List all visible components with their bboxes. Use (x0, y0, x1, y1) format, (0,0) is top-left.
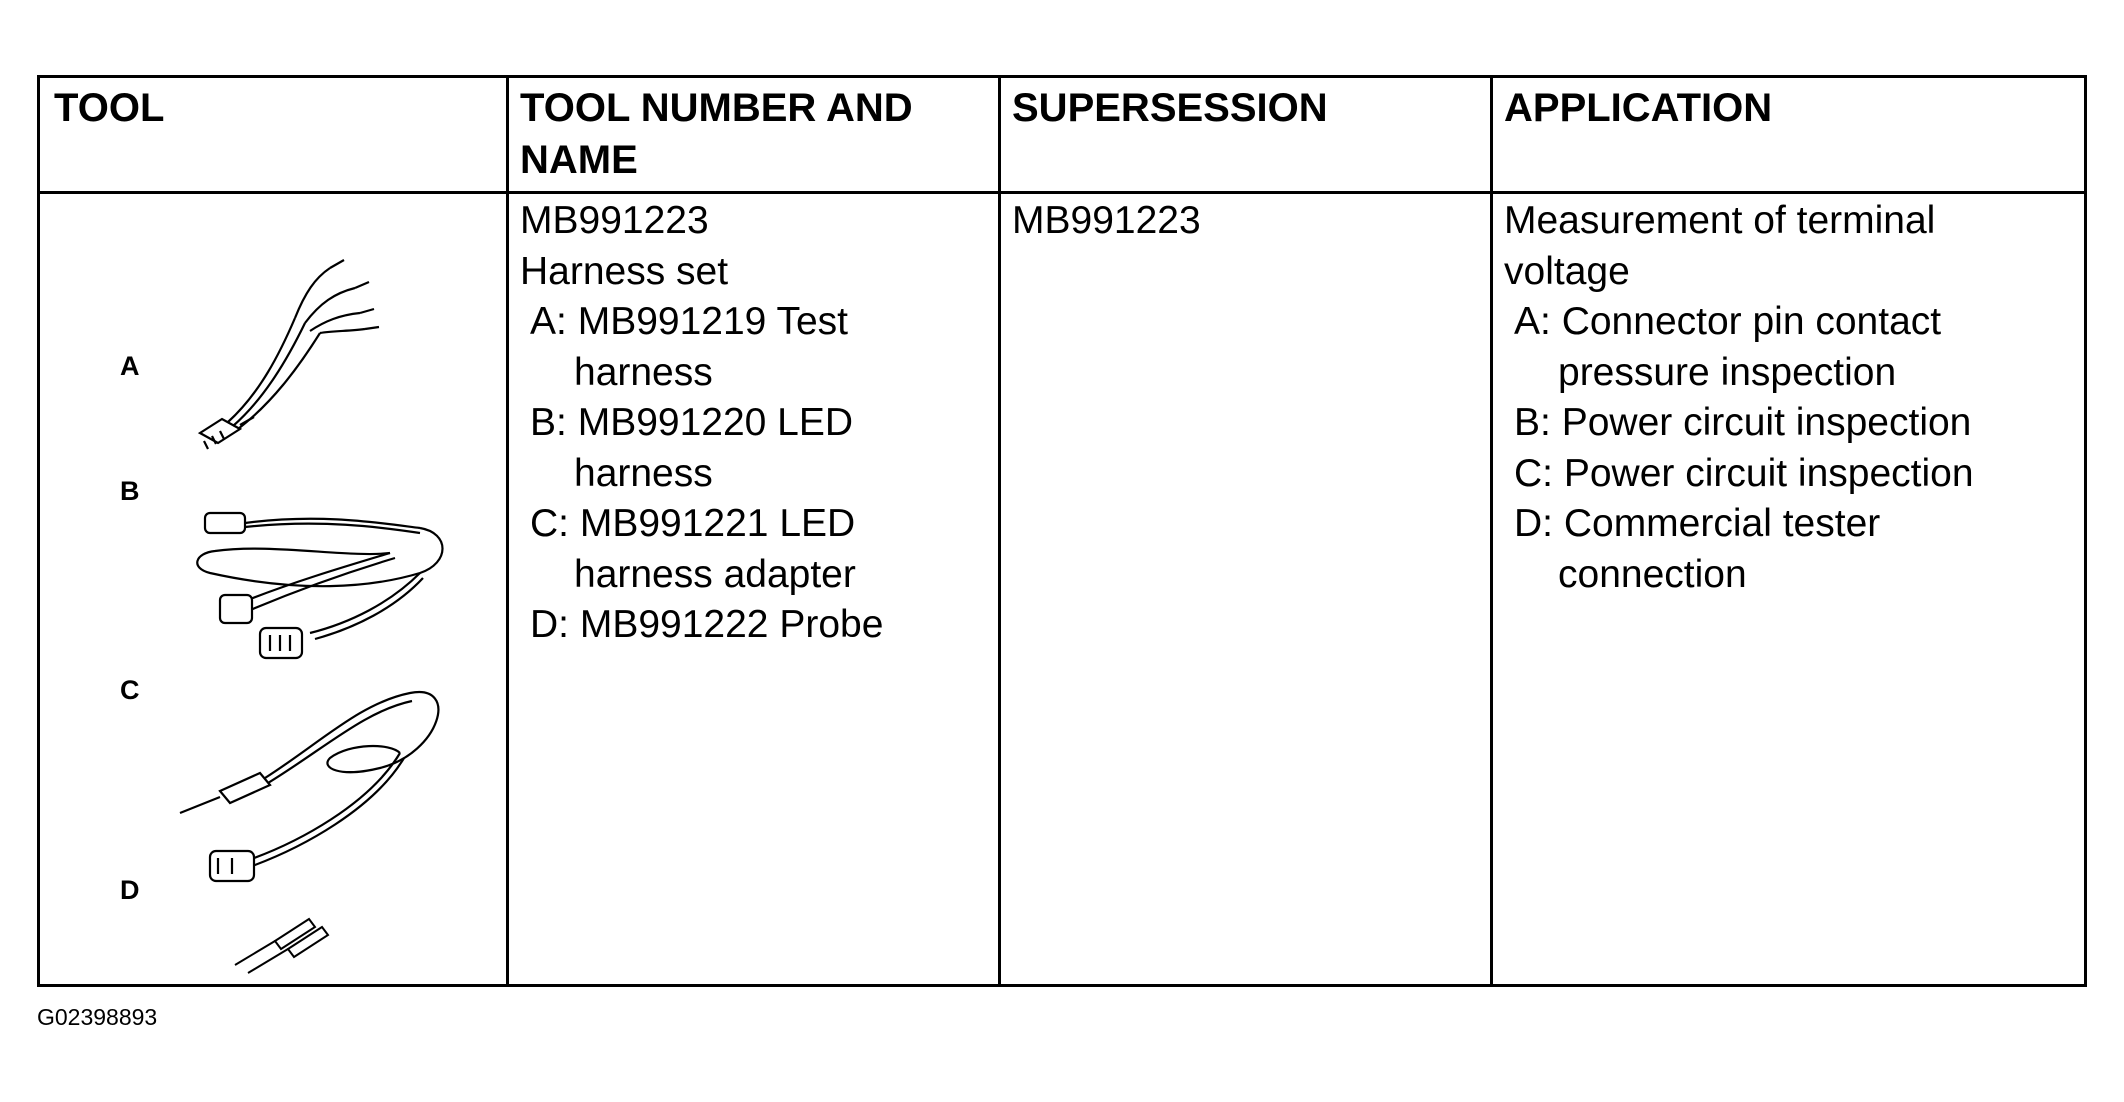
tool-number: MB991223 (520, 199, 709, 242)
column-divider (506, 78, 509, 984)
part-c: C: MB991221 LED (530, 502, 856, 545)
harness-set-illustration (120, 223, 480, 983)
special-tool-table (37, 75, 2087, 987)
test-harness-drawing (200, 260, 379, 449)
header-tool: TOOL (54, 86, 165, 130)
supersession-cell: MB991223 (1012, 199, 1201, 242)
led-harness-drawing (197, 513, 442, 658)
application-c: C: Power circuit inspection (1514, 451, 1974, 495)
column-divider (1490, 78, 1493, 984)
column-divider (998, 78, 1001, 984)
header-supersession: SUPERSESSION (1012, 86, 1328, 130)
tool-label-a: A (120, 351, 140, 381)
application-b: B: Power circuit inspection (1514, 401, 1972, 444)
led-harness-adapter-drawing (180, 692, 438, 881)
part-d: D: MB991222 Probe (530, 603, 884, 646)
header-application: APPLICATION (1504, 86, 1773, 130)
application-cell: Measurement of terminal voltage A: Connector pin contact pressure inspection B: Power circuit inspection C: Power circuit inspection D: Commercial tester connection (1504, 196, 2084, 600)
tool-label-d: D (120, 875, 140, 905)
tool-number-and-name-cell: MB991223 Harness set A: MB991219 Test harness B: MB991220 LED harness C: MB991221 LED harness adapter D: MB991222 Probe (520, 196, 990, 651)
tool-name: Harness set (520, 249, 729, 293)
tool-label-b: B (120, 476, 140, 506)
application-d: D: Commercial tester (1514, 502, 1881, 545)
part-b: B: MB991220 LED (530, 401, 854, 444)
application-a: A: Connector pin contact (1514, 300, 1942, 343)
tool-label-c: C (120, 675, 140, 705)
part-a: A: MB991219 Test (530, 300, 848, 343)
header-tool-number-and-name: TOOL NUMBER AND NAME (520, 86, 913, 182)
probe-drawing (235, 919, 328, 973)
figure-id: G02398893 (37, 1004, 158, 1030)
